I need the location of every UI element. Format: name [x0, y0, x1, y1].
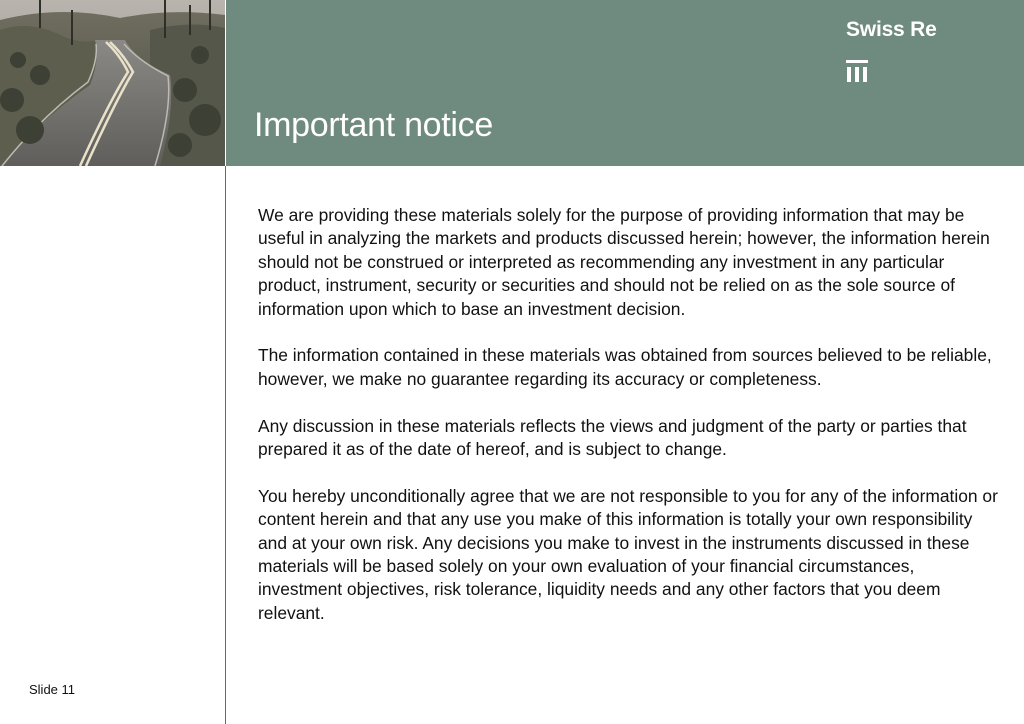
header-band [226, 0, 1024, 166]
notice-paragraph: Any discussion in these materials reflects the views and judgment of the party or parties that prepared it as of the date of hereof, and is subject to change. [258, 415, 967, 460]
notice-paragraph: The information contained in these materials was obtained from sources believed to be reliable, however, we make no guarantee regarding its accuracy or completeness. [258, 345, 992, 389]
slide-number: Slide 11 [29, 682, 76, 697]
desert-road-photo [0, 0, 225, 166]
notice-paragraph: We are providing these materials solely for the purpose of providing information that may be useful in analyzing the markets and products discussed herein; however, the information herein should not be construed or interpreted as recommending any investment in any particular product, instrument, security or securities and should not be relied on as the sole source of information upon which to base an investment decision. [258, 205, 990, 319]
page-title: Important notice [254, 106, 493, 144]
brand-logo-text: Swiss Re [846, 18, 937, 41]
swiss-re-cross-icon [846, 60, 868, 82]
vertical-divider [225, 166, 226, 724]
notice-paragraph: You hereby unconditionally agree that we are not responsible to you for any of the information or content herein and that any use you make of this information is totally your own responsibility and at your own risk. Any decisions you make to invest in the instruments discussed in these materials will be based solely on your own evaluation of your financial circumstances, investment objectives, risk tolerance, liquidity needs and any other factors that you deem relevant. [258, 485, 998, 623]
notice-body [258, 204, 1003, 649]
